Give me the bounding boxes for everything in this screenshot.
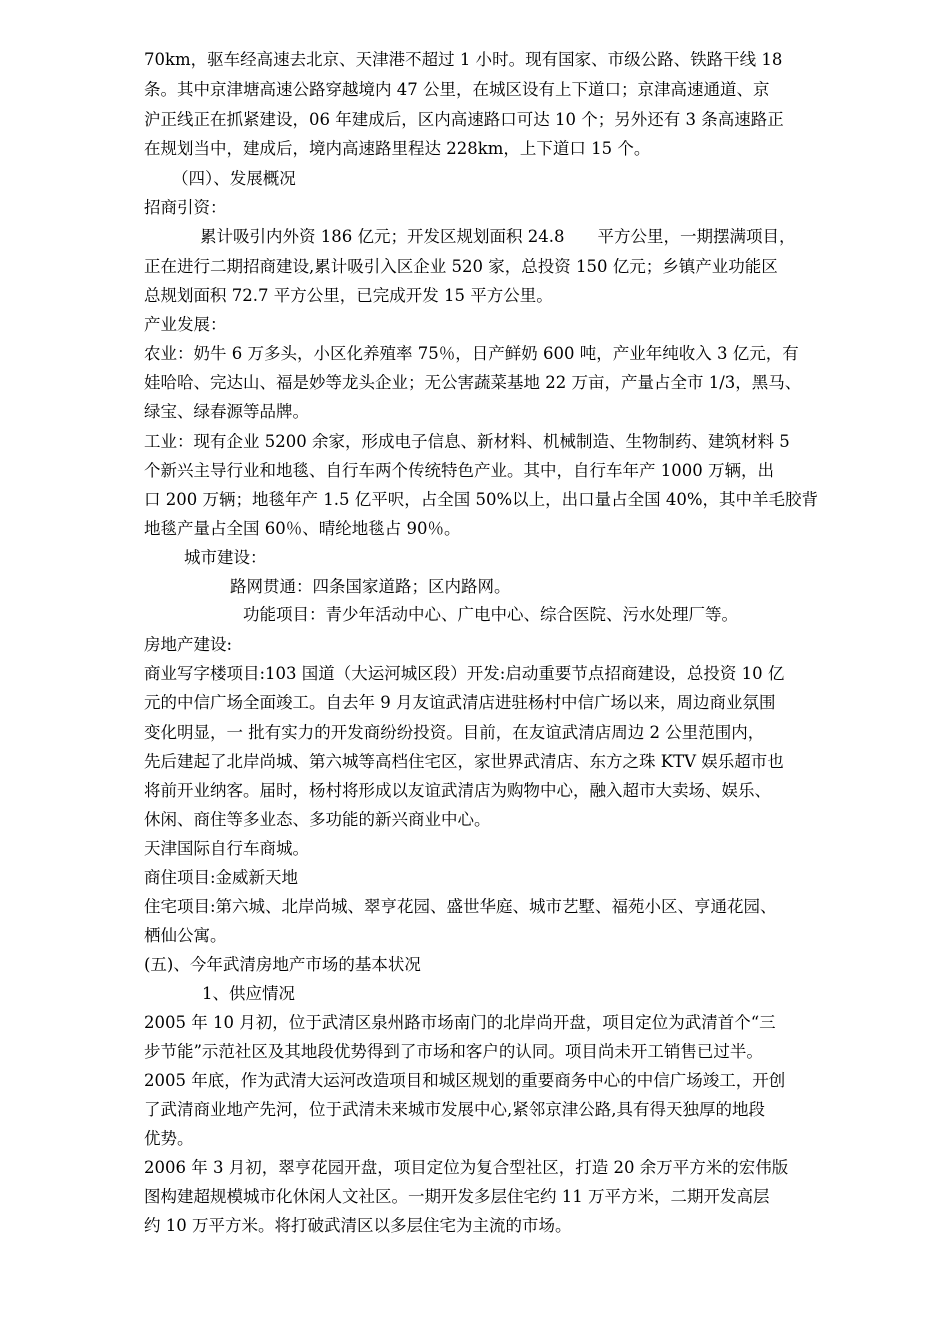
subheading: 招商引资：: [144, 198, 227, 217]
section-heading: （四）、发展概况: [172, 169, 296, 188]
text-line: 栖仙公寓。: [144, 926, 227, 945]
text-line: 住宅项目:第六城、北岸尚城、翠亨花园、盛世华庭、城市艺墅、福苑小区、亨通花园、: [144, 897, 777, 916]
text-line: 功能项目：青少年活动中心、广电中心、综合医院、污水处理厂等。: [243, 605, 738, 624]
text-line: 条。其中京津塘高速公路穿越境内 47 公里，在城区设有上下道口；京津高速通道、京: [144, 80, 770, 99]
subheading: 城市建设：: [184, 548, 267, 567]
text-line: 70km，驱车经高速去北京、天津港不超过 1 小时。现有国家、市级公路、铁路干线 18: [144, 50, 783, 69]
subheading: 产业发展：: [144, 315, 227, 334]
text-line: 农业：奶牛 6 万多头，小区化养殖率 75％，日产鲜奶 600 吨，产业年纯收入 3 亿元，有: [144, 344, 799, 363]
text-line: 先后建起了北岸尚城、第六城等高档住宅区，家世界武清店、东方之珠 KTV 娱乐超市也: [144, 752, 784, 771]
text-line: 商住项目:金威新天地: [144, 868, 299, 887]
subheading: 1、供应情况: [202, 984, 295, 1003]
text-line: 步节能”示范社区及其地段优势得到了市场和客户的认同。项目尚未开工销售已过半。: [144, 1042, 763, 1061]
text-line: 绿宝、绿春源等品牌。: [144, 402, 309, 421]
text-line: 累计吸引内外资 186 亿元；开发区规划面积 24.8 平方公里，一期摆满项目，: [200, 227, 796, 246]
text-line: 地毯产量占全国 60％、晴纶地毯占 90％。: [144, 519, 461, 538]
text-line: 元的中信广场全面竣工。自去年 9 月友谊武清店进驻杨村中信广场以来，周边商业氛围: [144, 693, 776, 712]
text-line: 优势。: [144, 1129, 194, 1148]
text-line: 个新兴主导行业和地毯、自行车两个传统特色产业。其中，自行车年产 1000 万辆，出: [144, 461, 774, 480]
text-line: 约 10 万平方米。将打破武清区以多层住宅为主流的市场。: [144, 1216, 572, 1235]
section-heading: (五)、今年武清房地产市场的基本状况: [144, 955, 421, 974]
text-line: 路网贯通：四条国家道路；区内路网。: [230, 577, 511, 596]
text-line: 将前开业纳客。届时，杨村将形成以友谊武清店为购物中心，融入超市大卖场、娱乐、: [144, 781, 771, 800]
text-line: 总规划面积 72.7 平方公里，已完成开发 15 平方公里。: [144, 286, 553, 305]
text-line: 口 200 万辆；地毯年产 1.5 亿平呎，占全国 50%以上，出口量占全国 40%，其中羊毛胶背: [144, 490, 819, 509]
text-line: 2005 年 10 月初，位于武清区泉州路市场南门的北岸尚开盘，项目定位为武清首个“三: [144, 1013, 776, 1032]
text-line: 正在进行二期招商建设,累计吸引入区企业 520 家，总投资 150 亿元；乡镇产业功能区: [144, 257, 778, 276]
text-line: 变化明显，一 批有实力的开发商纷纷投资。目前，在友谊武清店周边 2 公里范围内，: [144, 723, 765, 742]
text-line: 了武清商业地产先河，位于武清未来城市发展中心,紧邻京津公路,具有得天独厚的地段: [144, 1100, 765, 1119]
text-line: 天津国际自行车商城。: [144, 839, 309, 858]
text-line: 工业：现有企业 5200 余家，形成电子信息、新材料、机械制造、生物制药、建筑材料 5: [144, 432, 790, 451]
text-line: 沪正线正在抓紧建设，06 年建成后，区内高速路口可达 10 个；另外还有 3 条高速路正: [144, 110, 784, 129]
text-line: 娃哈哈、完达山、福是妙等龙头企业；无公害蔬菜基地 22 万亩，产量占全市 1/3，黑马、: [144, 373, 802, 392]
text-line: 在规划当中，建成后，境内高速路里程达 228km，上下道口 15 个。: [144, 139, 651, 158]
text-line: 2006 年 3 月初，翠亨花园开盘，项目定位为复合型社区，打造 20 余万平方米的宏伟版: [144, 1158, 789, 1177]
text-line: 图构建超规模城市化休闲人文社区。一期开发多层住宅约 11 万平方米，二期开发高层: [144, 1187, 770, 1206]
subheading: 房地产建设:: [144, 635, 233, 654]
text-line: 休闲、商住等多业态、多功能的新兴商业中心。: [144, 810, 491, 829]
text-line: 商业写字楼项目:103 国道（大运河城区段）开发:启动重要节点招商建设，总投资 10 亿: [144, 664, 785, 683]
text-line: 2005 年底，作为武清大运河改造项目和城区规划的重要商务中心的中信广场竣工，开创: [144, 1071, 786, 1090]
